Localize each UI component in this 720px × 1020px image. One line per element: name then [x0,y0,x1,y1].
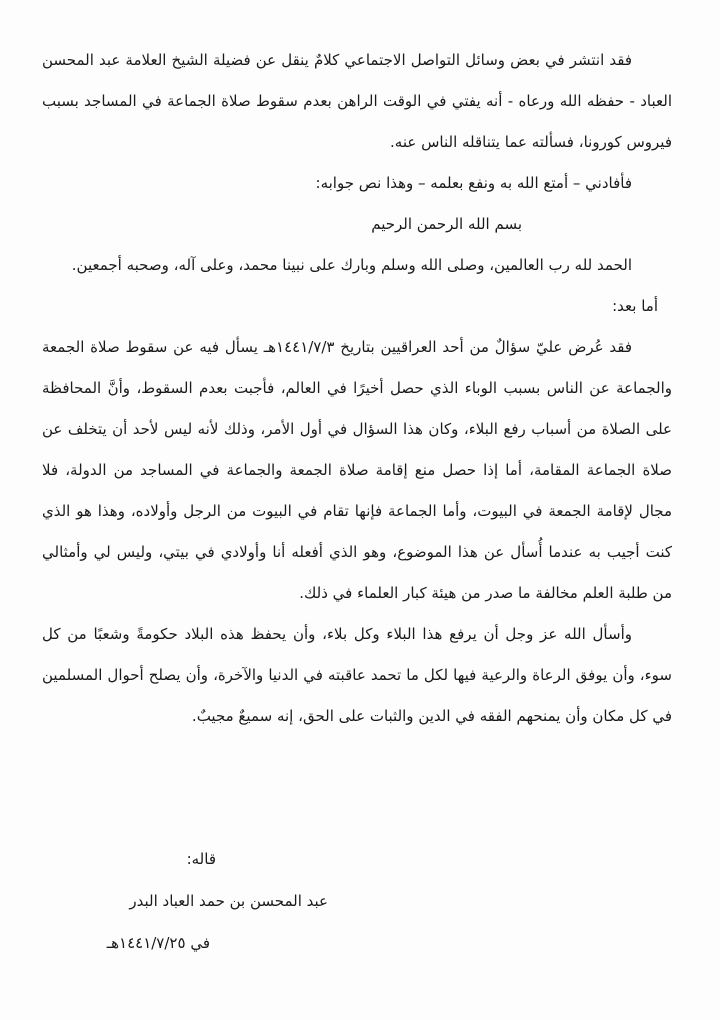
intro-paragraph: فقد انتشر في بعض وسائل التواصل الاجتماعي كلامٌ ينقل عن فضيلة الشيخ العلامة عبد المحسن العباد - حفظه الله ورعاه - أنه يفتي في الوقت الراهن بعدم سقوط صلاة الجماعة في المساجد بسبب فيروس كورونا، فسألته عما يتناقله الناس عنه. [42,51,672,151]
greeting-line: أما بعد: [612,297,658,315]
signature-name: عبد المحسن بن حمد العباد البدر [129,892,328,910]
signature-date: في ١٤٤١/٧/٢٥هـ [106,934,210,952]
praise-paragraph: الحمد لله رب العالمين، وصلى الله وسلم وبارك على نبينا محمد، وعلى آله، وصحبه أجمعين. [71,256,632,274]
basmala: بسم الله الرحمن الرحيم [371,215,522,233]
signature-block [107,838,328,964]
signature-said: قاله: [186,850,216,868]
closing-prayer-paragraph: وأسأل الله عز وجل أن يرفع هذا البلاء وكل بلاء، وأن يحفظ هذه البلاد حكومةً وشعبًا من كل سوء، وأن يوفق الرعاة والرعية فيها لكل ما تحمد عاقبته في الدنيا والآخرة، وأن يصلح أحوال المسلمين في كل مكان وأن يمنحهم الفقه في الدين والثبات على الحق، إنه سميعٌ مجيبٌ. [42,625,672,725]
lead-in-line: فأفادني – أمتع الله به ونفع بعلمه – وهذا نص جوابه: [315,174,632,192]
body-paragraph: فقد عُرض عليّ سؤالٌ من أحد العراقيين بتاريخ ١٤٤١/٧/٣هـ يسأل فيه عن سقوط صلاة الجمعة والجماعة عن الناس بسبب الوباء الذي حصل أخيرًا في العالم، فأجبت بعدم السقوط، وأنَّ المحافظة على الصلاة من أسباب رفع البلاء، وكان هذا السؤال في أول الأمر، وذلك لأنه ليس لأحد أن يتخلف عن صلاة الجماعة المقامة، أما إذا حصل منع إقامة صلاة الجمعة والجماعة في المساجد من الدولة، فلا مجال لإقامة الجمعة في البيوت، وأما الجماعة فإنها تقام في البيوت من الرجل وأولاده، وهذا هو الذي كنت أجيب به عندما أُسأل عن هذا الموضوع، وهو الذي أفعله أنا وأولادي في بيتي، وليس لي وأمثالي من طلبة العلم مخالفة ما صدر من هيئة كبار العلماء في ذلك. [42,338,672,602]
